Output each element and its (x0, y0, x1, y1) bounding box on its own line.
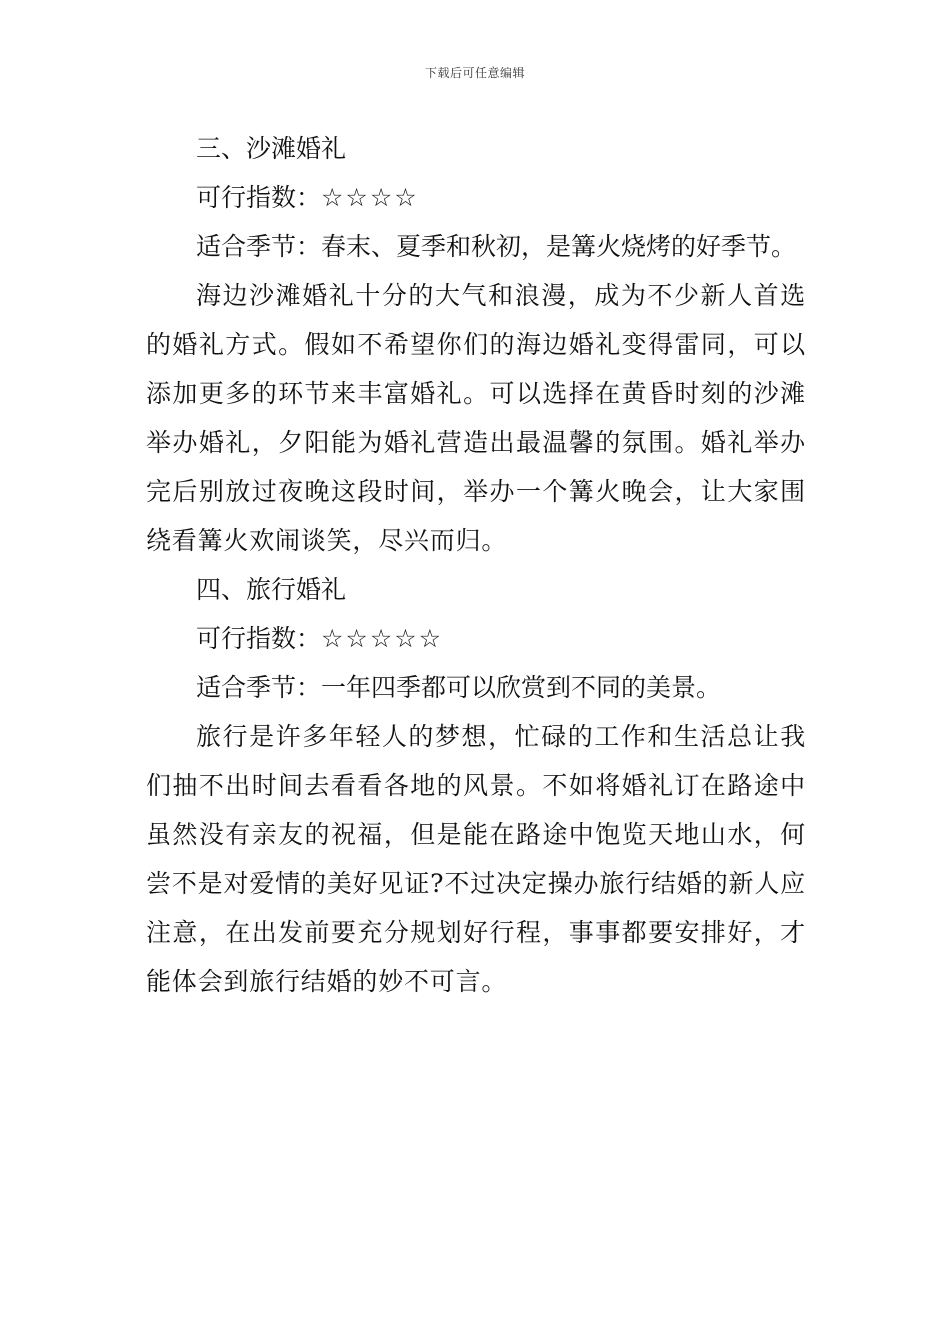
document-body (146, 124, 806, 1006)
season-text: 春末、夏季和秋初，是篝火烧烤的好季节。 (321, 232, 797, 261)
season-line (146, 222, 806, 271)
section-travel-wedding (146, 565, 806, 1006)
feasibility-line (146, 173, 806, 222)
feasibility-line (146, 614, 806, 663)
header-note: 下载后可任意编辑 (424, 66, 525, 80)
feasibility-label: 可行指数： (196, 183, 322, 212)
feasibility-stars: ☆☆☆☆ (321, 183, 419, 212)
section-body-paragraph: 旅行是许多年轻人的梦想，忙碌的工作和生活总让我们抽不出时间去看看各地的风景。不如将婚礼订在路途中虽然没有亲友的祝福，但是能在路途中饱览天地山水，何尝不是对爱情的美好见证?不过决定操办旅行结婚的新人应注意，在出发前要充分规划好行程，事事都要安排好，才能体会到旅行结婚的妙不可言。 (146, 722, 806, 996)
section-body-paragraph: 海边沙滩婚礼十分的大气和浪漫，成为不少新人首选的婚礼方式。假如不希望你们的海边婚礼变得雷同，可以添加更多的环节来丰富婚礼。可以选择在黄昏时刻的沙滩举办婚礼，夕阳能为婚礼营造出最温馨的氛围。婚礼举办完后别放过夜晚这段时间，举办一个篝火晚会，让大家围绕看篝火欢闹谈笑，尽兴而归。 (146, 281, 806, 555)
season-label: 适合季节： (196, 232, 322, 261)
feasibility-label: 可行指数： (196, 624, 322, 653)
season-line (146, 663, 806, 712)
season-text: 一年四季都可以欣赏到不同的美景。 (321, 673, 722, 702)
section-heading: 三、沙滩婚礼 (196, 134, 347, 163)
section-heading: 四、旅行婚礼 (196, 575, 347, 604)
season-label: 适合季节： (196, 673, 322, 702)
section-beach-wedding (146, 124, 806, 565)
feasibility-stars: ☆☆☆☆☆ (321, 624, 444, 653)
